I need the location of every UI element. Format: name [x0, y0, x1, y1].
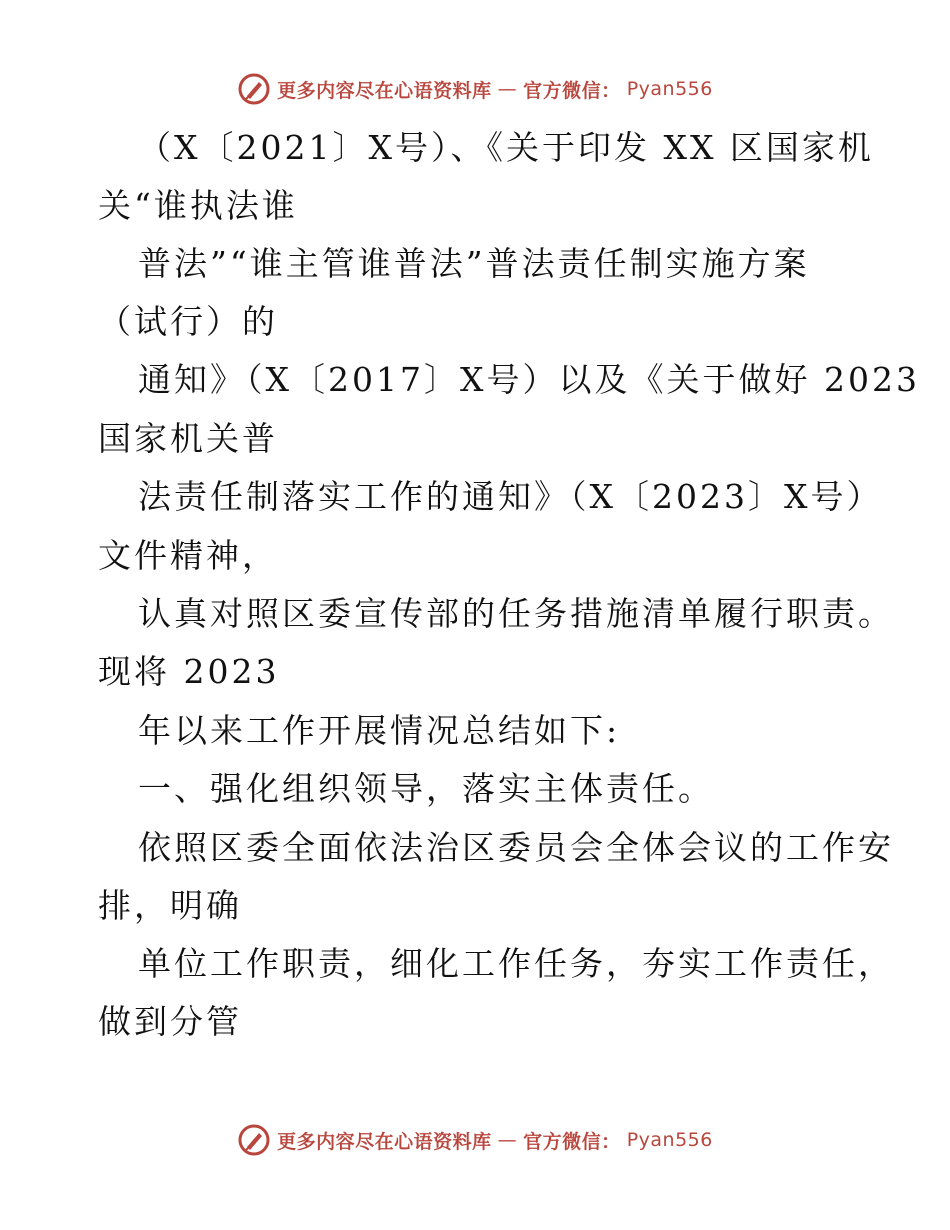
footer-watermark	[0, 1123, 950, 1157]
text-line: 通知》（X〔2017〕X号）以及《关于做好 2023	[138, 360, 920, 399]
text-line: 年以来工作开展情况总结如下:	[138, 711, 621, 750]
text-line: 依照区委全面依法治区委员会全体会议的工作安	[138, 828, 894, 867]
watermark-dash: —	[497, 1129, 518, 1151]
watermark-dash: —	[497, 78, 518, 100]
text-line: 做到分管	[98, 1002, 242, 1041]
text-line: （X〔2021〕X号）、《关于印发 XX 区国家机	[138, 128, 874, 167]
watermark-wechat-label: 官方微信：	[523, 1130, 621, 1153]
text-line: 法责任制落实工作的通知》（X〔2023〕X号）	[138, 477, 883, 516]
watermark-wechat-id: Pyan556	[626, 1129, 713, 1151]
text-line: 普法”“谁主管谁普法”普法责任制实施方案	[138, 244, 810, 283]
section-heading: 一、强化组织领导，落实主体责任。	[138, 769, 714, 808]
header-watermark	[0, 72, 950, 106]
quill-logo-icon	[237, 1123, 271, 1157]
watermark-main-text: 更多内容尽在心语资料库	[277, 79, 492, 102]
text-line: 排，明确	[98, 886, 242, 925]
text-line: 单位工作职责，细化工作任务，夯实工作责任，	[138, 944, 894, 983]
text-line: 文件精神，	[98, 536, 278, 575]
text-line: 现将 2023	[98, 652, 280, 691]
quill-logo-icon	[237, 72, 271, 106]
text-line: 认真对照区委宣传部的任务措施清单履行职责。	[138, 594, 894, 633]
watermark-wechat-label: 官方微信：	[523, 79, 621, 102]
text-line: 国家机关普	[98, 419, 278, 458]
text-line: 关“谁执法谁	[98, 186, 298, 225]
watermark-main-text: 更多内容尽在心语资料库	[277, 1130, 492, 1153]
text-line: （试行）的	[98, 302, 278, 341]
watermark-wechat-id: Pyan556	[626, 78, 713, 100]
